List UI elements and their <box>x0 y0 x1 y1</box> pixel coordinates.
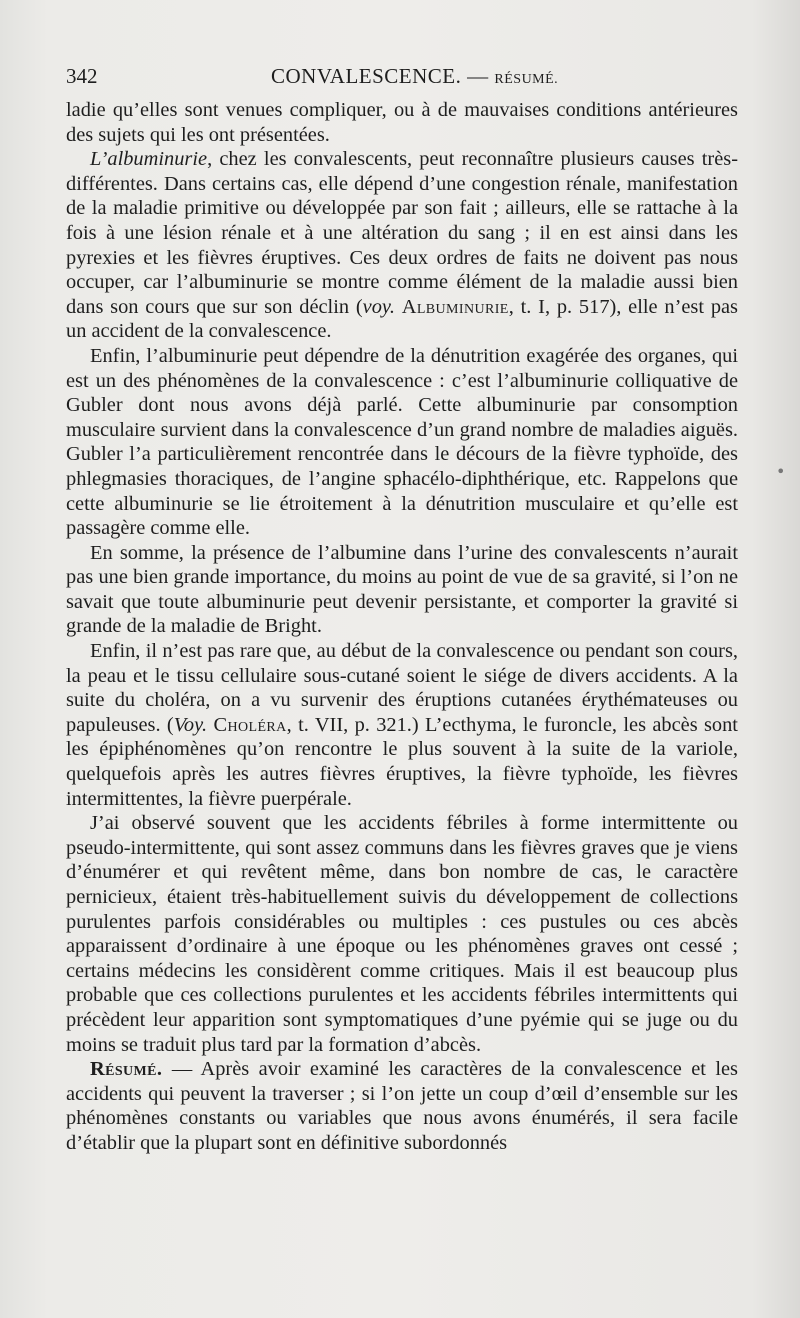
term-albuminurie: L’albuminurie <box>90 148 208 171</box>
page-body <box>66 98 738 1156</box>
running-header <box>66 64 736 94</box>
ref-albuminurie: Albuminurie <box>401 295 509 318</box>
paragraph-albuminuria-causes: L’albuminurie, chez les convalescents, peut reconnaître plusieurs causes très-différentes. Dans certains cas, elle dépend d’une congestion rénale, manifestation de la maladie primitive ou développée par son fait ; ailleurs, elle se rattache à la fois à une lésion rénale et à une altération du sang ; il en est ainsi dans les pyrexies et les fièvres éruptives. Ces deux ordres de faits ne doivent pas nous occuper, car l’albuminurie se montre comme élément de la maladie aussi bien dans son cours que sur son déclin (voy. Albuminurie, t. I, p. 517), elle n’est pas un accident de la convalescence. <box>66 148 738 343</box>
page-speck: • <box>776 462 786 481</box>
section-heading-resume: Résumé. <box>90 1058 163 1081</box>
page-number: 342 <box>66 64 98 88</box>
paragraph-continuation: ladie qu’elles sont venues compliquer, ou à de mauvaises conditions antérieures des sujets qui les ont présentées. <box>66 99 738 146</box>
paragraph-denutrition: Enfin, l’albuminurie peut dépendre de la dénutrition exagérée des organes, qui est un des phénomènes de la convalescence : c’est l’albuminurie colliquative de Gubler dont nous avons déjà parlé. Cette albuminurie par consomption musculaire survient dans la convalescence d’un grand nombre de maladies aiguës. Gubler l’a particulièrement rencontrée dans le décours de la fièvre typhoïde, des phlegmasies thoraciques, de l’angine sphacélo-diphthérique, etc. Rappelons que cette albuminurie se lie étroitement à la dénutrition musculaire et qu’elle est passagère comme elle. <box>66 344 738 540</box>
ref-voy: voy. <box>362 295 395 318</box>
ref-cholera: Choléra <box>213 713 287 736</box>
ref-voy-cholera: Voy. <box>173 713 208 736</box>
paragraph-skin-accidents: Enfin, il n’est pas rare que, au début de la convalescence ou pendant son cours, la peau et le tissu cellulaire sous-cutané soient le siége de divers accidents. A la suite du choléra, on a vu survenir des éruptions cutanées érythémateuses ou papuleuses. (Voy. Choléra, t. VII, p. 321.) L’ecthyma, le furoncle, les abcès sont les épiphénomènes qu’on rencontre le plus souvent à la suite de la variole, quelquefois après les autres fièvres éruptives, la fièvre typhoïde, les fièvres intermittentes, la fièvre puerpérale. <box>66 640 738 810</box>
running-title-main: CONVALESCENCE. — <box>271 64 489 88</box>
paragraph-resume: Résumé. — Après avoir examiné les caractères de la convalescence et les accidents qui peuvent la traverser ; si l’on jette un coup d’œil d’ensemble sur les phénomènes constants ou variables que nous avons énumérés, il sera facile d’établir que la plupart sont en définitive subordonnés <box>66 1058 738 1154</box>
running-title <box>271 64 558 89</box>
paragraph-en-somme: En somme, la présence de l’albumine dans l’urine des convalescents n’aurait pas une bien grande importance, du moins au point de vue de sa gravité, si l’on ne savait que toute albuminurie peut devenir persistante, et comporter la gravité si grande de la maladie de Bright. <box>66 541 738 638</box>
running-title-section: RÉSUMÉ. <box>494 72 559 87</box>
paragraph-febrile-accidents: J’ai observé souvent que les accidents fébriles à forme intermittente ou pseudo-intermittente, qui sont assez communs dans les fièvres graves que je viens d’énumérer et qui revêtent même, dans bon nombre de cas, le caractère pernicieux, étaient très-habituellement suivis du développement de collections purulentes parfois considérables ou multiples : ces pustules ou ces abcès apparaissent d’ordinaire à une époque ou les phénomènes graves ont cessé ; certains médecins les considèrent comme critiques. Mais il est beaucoup plus probable que ces collections purulentes et les accidents fébriles intermittents qui précèdent leur apparition sont symptomatiques d’une pyémie qui se juge ou du moins se traduit plus tard par la formation d’abcès. <box>66 812 738 1056</box>
